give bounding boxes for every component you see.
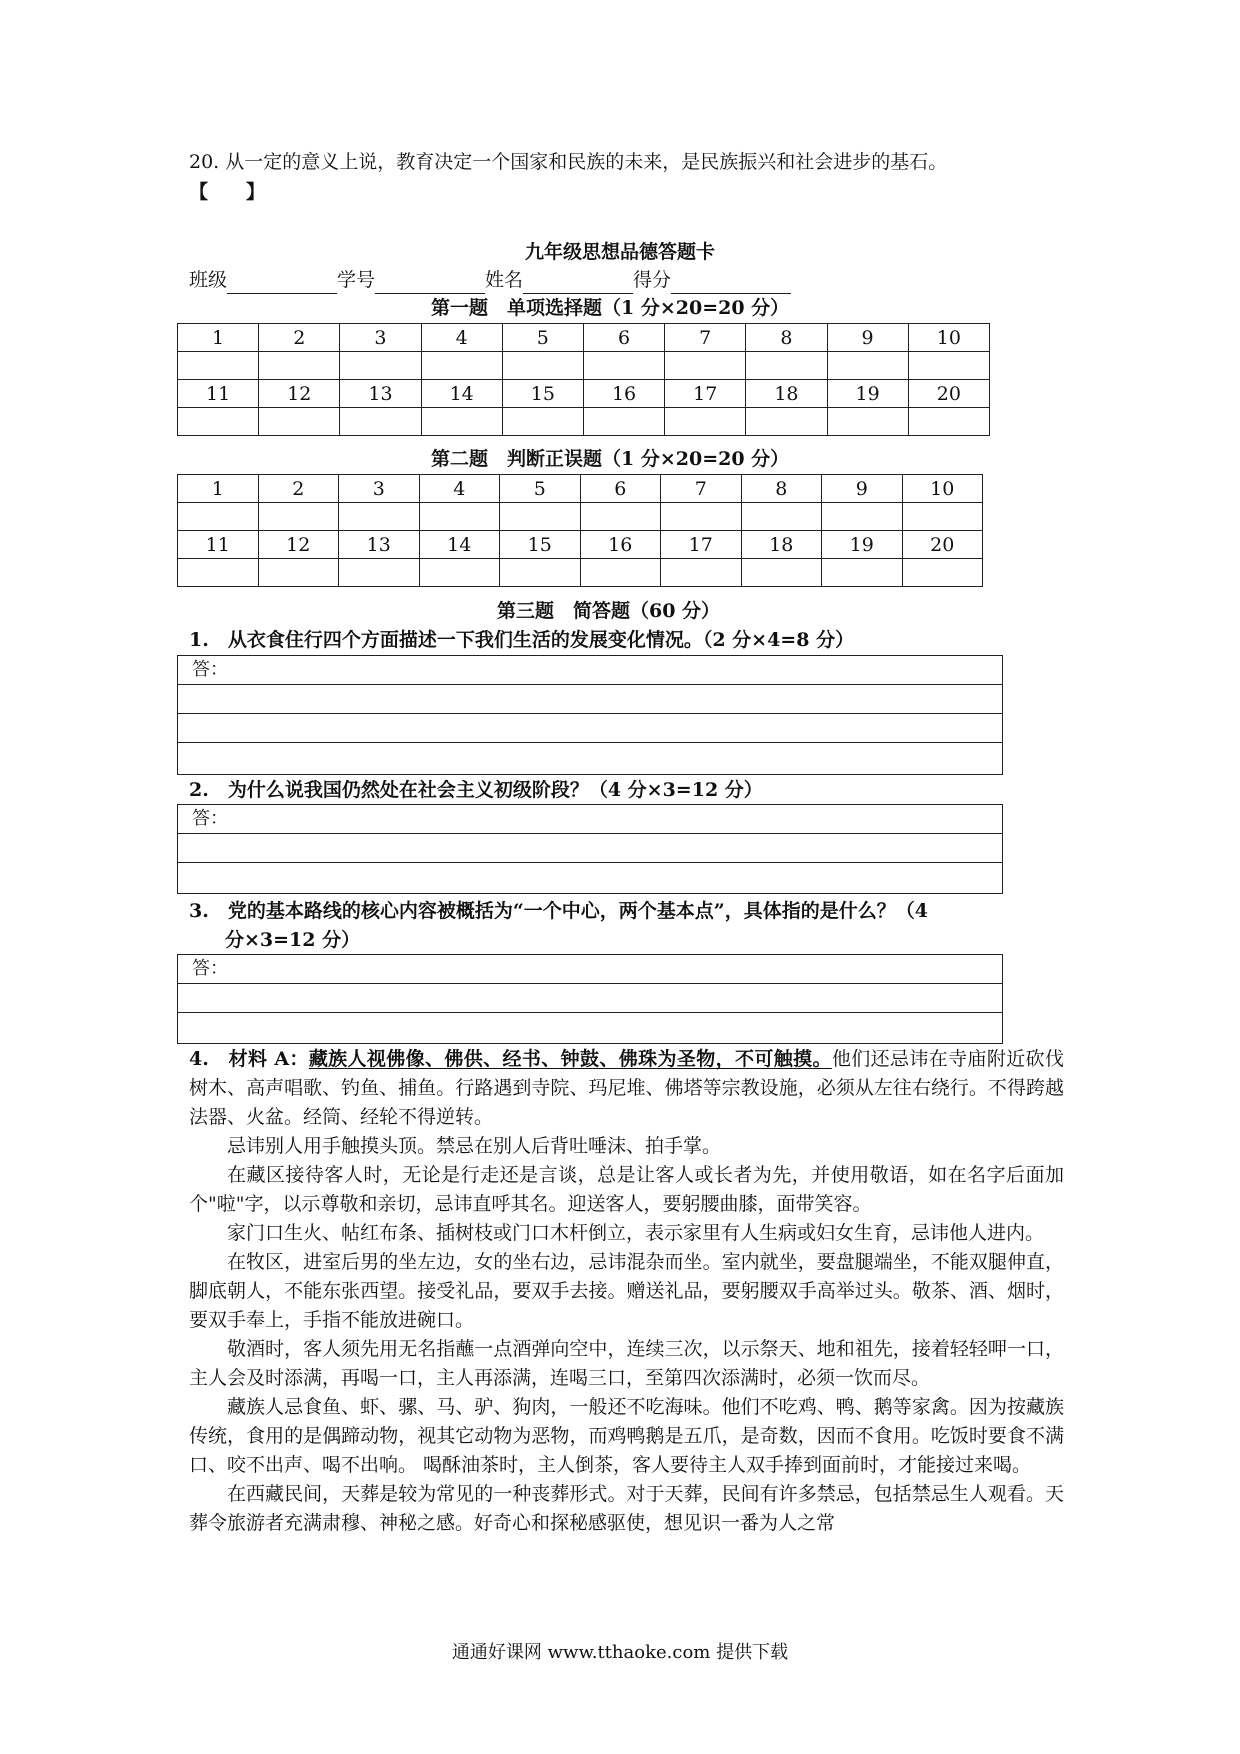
table-cell: 2: [258, 475, 339, 503]
table-cell: 2: [259, 324, 340, 352]
table-row: [178, 324, 990, 352]
answer-line: [178, 743, 1002, 772]
table-cell: 19: [827, 380, 908, 408]
table-cell: 3: [340, 324, 421, 352]
answer-cell[interactable]: [822, 559, 903, 587]
answer-cell[interactable]: [908, 352, 989, 380]
table-cell: 4: [419, 475, 500, 503]
q4-first-paragraph-rest: 他们还忌讳在寺庙附近砍伐树木、高声唱歌、钓鱼、捕鱼。行路遇到寺院、玛尼堆、佛塔等宗教设施，必须从左往右绕行。不得跨越法器、火盆。经筒、经轮不得逆转。: [189, 1048, 1064, 1128]
answer-cell[interactable]: [419, 503, 500, 531]
answer-cell[interactable]: [746, 352, 827, 380]
answer-row: [178, 503, 983, 531]
answer-cell[interactable]: [259, 408, 340, 436]
answer-line: [178, 1013, 1002, 1042]
answer-line: 答：: [178, 656, 1002, 685]
answer-cell[interactable]: [502, 352, 583, 380]
table-cell: 10: [902, 475, 983, 503]
answer-cell[interactable]: [502, 408, 583, 436]
name-blank[interactable]: [523, 271, 633, 294]
answer-cell[interactable]: [583, 408, 664, 436]
answer-cell[interactable]: [902, 559, 983, 587]
table-cell: 17: [661, 531, 742, 559]
answer-cell[interactable]: [580, 559, 661, 587]
table-cell: 19: [822, 531, 903, 559]
answer-cell[interactable]: [500, 559, 581, 587]
q4-paragraph: 藏族人忌食鱼、虾、骡、马、驴、狗肉，一般还不吃海味。他们不吃鸡、鸭、鹅等家禽。因为按藏族传统，食用的是偶蹄动物，视其它动物为恶物，而鸡鸭鹅是五爪，是奇数，因而不食用。吃饭时要食不满口、咬不出声、喝不出响。 喝酥油茶时，主人倒茶，客人要待主人双手捧到面前时，才能接过来喝。: [189, 1396, 1064, 1476]
table-cell: 14: [419, 531, 500, 559]
q4-material: [189, 1045, 1064, 1538]
table-cell: 5: [500, 475, 581, 503]
answer-line: [178, 984, 1002, 1013]
table-row: [178, 380, 990, 408]
card-title: 九年级思想品德答题卡: [524, 241, 715, 263]
answer-cell[interactable]: [339, 503, 420, 531]
table-cell: 14: [421, 380, 502, 408]
answer-cell[interactable]: [741, 503, 822, 531]
table-cell: 18: [746, 380, 827, 408]
score-blank[interactable]: [671, 271, 791, 294]
answer-cell[interactable]: [178, 559, 259, 587]
answer-cell[interactable]: [500, 503, 581, 531]
answer-row: [178, 408, 990, 436]
q4-first-paragraph: [189, 1045, 1064, 1132]
q1-prompt: 1. 从衣食住行四个方面描述一下我们生活的发展变化情况。（2 分×4=8 分）: [189, 629, 855, 651]
class-label: 班级: [189, 269, 228, 291]
answer-cell[interactable]: [583, 352, 664, 380]
answer-cell[interactable]: [741, 559, 822, 587]
table-cell: 5: [502, 324, 583, 352]
q4-paragraph: 家门口生火、帖红布条、插树枝或门口木杆倒立，表示家里有人生病或妇女生育，忌讳他人进内。: [227, 1222, 1045, 1244]
section2-table: [177, 474, 983, 587]
answer-cell[interactable]: [827, 408, 908, 436]
answer-cell[interactable]: [178, 503, 259, 531]
answer-cell[interactable]: [661, 559, 742, 587]
answer-line: [178, 863, 1002, 892]
answer-cell[interactable]: [340, 352, 421, 380]
section3-title: 第三题 简答题（60 分）: [497, 600, 721, 622]
q20-text: 20. 从一定的意义上说，教育决定一个国家和民族的未来，是民族振兴和社会进步的基石。: [189, 151, 948, 173]
table-cell: 12: [259, 380, 340, 408]
q4-paragraph: 在藏区接待客人时，无论是行走还是言谈，总是让客人或长者为先，并使用敬语，如在名字后面加个"啦"字，以示尊敬和亲切，忌讳直呼其名。迎送客人，要躬腰曲膝，面带笑容。: [189, 1164, 1064, 1215]
answer-cell[interactable]: [902, 503, 983, 531]
table-cell: 8: [741, 475, 822, 503]
answer-row: [178, 559, 983, 587]
q2-answer-box[interactable]: [177, 804, 1003, 894]
table-cell: 9: [827, 324, 908, 352]
table-cell: 20: [908, 380, 989, 408]
id-blank[interactable]: [375, 271, 485, 294]
answer-cell[interactable]: [421, 352, 502, 380]
table-cell: 8: [746, 324, 827, 352]
q4-underlined-text: 藏族人视佛像、佛供、经书、钟鼓、佛珠为圣物，不可触摸。: [308, 1048, 832, 1070]
table-cell: 6: [580, 475, 661, 503]
answer-cell[interactable]: [178, 408, 259, 436]
q3-prompt-line2: 分×3=12 分）: [225, 929, 361, 951]
table-cell: 4: [421, 324, 502, 352]
answer-line: 答：: [178, 805, 1002, 834]
q4-paragraph: 在西藏民间，天葬是较为常见的一种丧葬形式。对于天葬，民间有许多禁忌，包括禁忌生人观看。天葬令旅游者充满肃穆、神秘之感。好奇心和探秘感驱使，想见识一番为人之常: [189, 1483, 1064, 1534]
q4-paragraph: 在牧区，进室后男的坐左边，女的坐右边，忌讳混杂而坐。室内就坐，要盘腿端坐，不能双腿伸直，脚底朝人，不能东张西望。接受礼品，要双手去接。赠送礼品，要躬腰双手高举过头。敬茶、酒、烟时，要双手奉上，手指不能放进碗口。: [189, 1251, 1064, 1331]
info-fields: [189, 266, 791, 294]
answer-cell[interactable]: [746, 408, 827, 436]
q4-paragraph: 忌讳别人用手触摸头顶。禁忌在别人后背吐唾沫、拍手掌。: [227, 1135, 722, 1157]
answer-line: 答：: [178, 955, 1002, 984]
table-cell: 7: [665, 324, 746, 352]
table-cell: 12: [258, 531, 339, 559]
answer-cell[interactable]: [421, 408, 502, 436]
table-cell: 10: [908, 324, 989, 352]
q4-paragraph: 敬酒时，客人须先用无名指蘸一点酒弹向空中，连续三次，以示祭天、地和祖先，接着轻轻呷一口，主人会及时添满，再喝一口，主人再添满，连喝三口，至第四次添满时，必须一饮而尽。: [189, 1338, 1064, 1389]
answer-cell[interactable]: [258, 559, 339, 587]
answer-cell[interactable]: [259, 352, 340, 380]
class-blank[interactable]: [227, 271, 337, 294]
footer-source: 通通好课网 www.tthaoke.com 提供下载: [451, 1642, 789, 1663]
table-cell: 17: [665, 380, 746, 408]
answer-cell[interactable]: [178, 352, 259, 380]
table-cell: 18: [741, 531, 822, 559]
answer-line: [178, 685, 1002, 714]
score-label: 得分: [633, 269, 672, 291]
table-cell: 13: [340, 380, 421, 408]
table-row: [178, 531, 983, 559]
answer-cell[interactable]: [827, 352, 908, 380]
table-cell: 15: [502, 380, 583, 408]
q3-prompt-line1: 3. 党的基本路线的核心内容被概括为“一个中心，两个基本点”，具体指的是什么？（4: [189, 900, 928, 922]
answer-cell[interactable]: [419, 559, 500, 587]
q3-answer-box[interactable]: [177, 954, 1003, 1044]
section1-table: [177, 323, 990, 436]
q20-answer-bracket: 【 】: [189, 181, 266, 203]
answer-cell[interactable]: [665, 408, 746, 436]
table-cell: 6: [583, 324, 664, 352]
answer-cell[interactable]: [822, 503, 903, 531]
answer-cell[interactable]: [661, 503, 742, 531]
table-cell: 1: [178, 475, 259, 503]
table-cell: 16: [583, 380, 664, 408]
table-cell: 16: [580, 531, 661, 559]
answer-line: [178, 834, 1002, 863]
section2-title: 第二题 判断正误题（1 分×20=20 分）: [431, 448, 790, 470]
answer-cell[interactable]: [340, 408, 421, 436]
table-cell: 15: [500, 531, 581, 559]
answer-row: [178, 352, 990, 380]
table-cell: 9: [822, 475, 903, 503]
table-row: [178, 475, 983, 503]
section1-title: 第一题 单项选择题（1 分×20=20 分）: [431, 297, 790, 319]
table-cell: 1: [178, 324, 259, 352]
answer-line: [178, 714, 1002, 743]
answer-cell[interactable]: [580, 503, 661, 531]
answer-cell[interactable]: [908, 408, 989, 436]
q1-answer-box[interactable]: [177, 655, 1003, 775]
table-cell: 20: [902, 531, 983, 559]
answer-cell[interactable]: [665, 352, 746, 380]
q2-prompt: 2. 为什么说我国仍然处在社会主义初级阶段？（4 分×3=12 分）: [189, 779, 763, 801]
table-cell: 11: [178, 531, 259, 559]
answer-cell[interactable]: [339, 559, 420, 587]
table-cell: 3: [339, 475, 420, 503]
name-label: 姓名: [485, 269, 524, 291]
table-cell: 7: [661, 475, 742, 503]
table-cell: 13: [339, 531, 420, 559]
q4-lead: 4. 材料 A：: [189, 1048, 309, 1070]
id-label: 学号: [337, 269, 376, 291]
answer-cell[interactable]: [258, 503, 339, 531]
table-cell: 11: [178, 380, 259, 408]
